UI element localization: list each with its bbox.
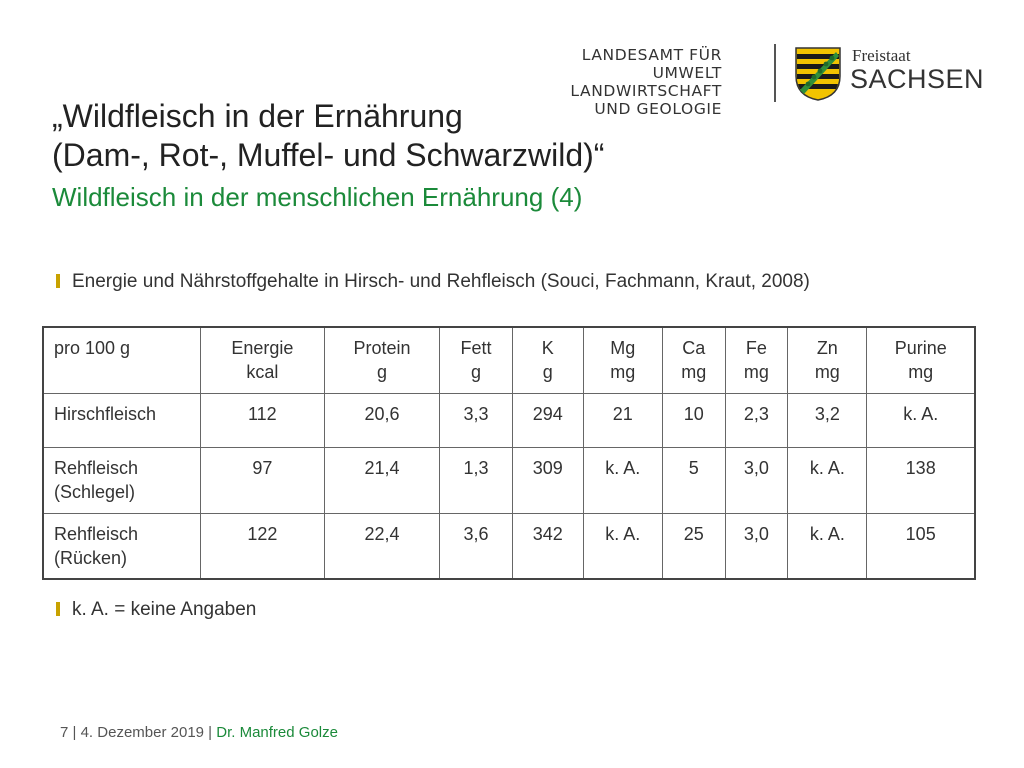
footer-date: 4. Dezember 2019 [80, 724, 204, 741]
bullet-marker-icon [56, 602, 60, 616]
table-cell: 22,4 [324, 513, 439, 579]
column-header [725, 327, 788, 393]
table-cell: 97 [201, 447, 325, 513]
table-cell: k. A. [867, 393, 975, 447]
table-cell: 138 [867, 447, 975, 513]
slide-footer [60, 724, 338, 741]
column-header [867, 327, 975, 393]
row-label-text: Hirschfleisch [54, 403, 157, 424]
table-cell: k. A. [788, 447, 867, 513]
table-cell: 1,3 [440, 447, 513, 513]
row-label-subtext: (Rücken) [54, 547, 128, 568]
column-header [662, 327, 725, 393]
column-header [512, 327, 583, 393]
table-row [43, 513, 975, 579]
table-cell: 309 [512, 447, 583, 513]
bullet-point [56, 598, 256, 622]
footer-separator: | [208, 724, 213, 741]
page-number: 7 [60, 724, 69, 741]
header-unit: mg [908, 362, 934, 382]
agency-line: LANDWIRTSCHAFT [570, 82, 722, 100]
header-line: Ca [682, 338, 706, 358]
table-cell: 3,6 [440, 513, 513, 579]
table-cell: 2,3 [725, 393, 788, 447]
footer-author: Dr. Manfred Golze [216, 724, 338, 741]
table-cell: 105 [867, 513, 975, 579]
state-name: SACHSEN [850, 64, 985, 94]
agency-line: UND GEOLOGIE [594, 100, 722, 118]
table-cell: 3,3 [440, 393, 513, 447]
header-unit: mg [743, 362, 769, 382]
header-unit: g [542, 362, 553, 382]
page-title [52, 97, 952, 175]
table-cell: 20,6 [324, 393, 439, 447]
header-unit: mg [814, 362, 840, 382]
nutrition-table [42, 326, 976, 580]
bullet-text: Energie und Nährstoffgehalte in Hirsch- und Rehfleisch (Souci, Fachmann, Kraut, 2008) [72, 271, 810, 292]
table-cell: 3,0 [725, 447, 788, 513]
table-cell: k. A. [583, 513, 662, 579]
header-line: K [541, 338, 554, 358]
title-line: (Dam-, Rot-, Muffel- und Schwarzwild)“ [52, 137, 605, 173]
bullet-point [56, 270, 810, 294]
table-cell: 21,4 [324, 447, 439, 513]
header-unit: mg [610, 362, 636, 382]
row-label [43, 513, 201, 579]
column-header [201, 327, 325, 393]
row-label [43, 447, 201, 513]
header-line: Fe [745, 338, 767, 358]
table-row [43, 447, 975, 513]
table-cell: k. A. [788, 513, 867, 579]
column-header [324, 327, 439, 393]
table-cell: 3,0 [725, 513, 788, 579]
title-line: „Wildfleisch in der Ernährung [52, 98, 463, 134]
column-header [788, 327, 867, 393]
header-unit: mg [681, 362, 707, 382]
header-unit: kcal [246, 362, 279, 382]
table-cell: 3,2 [788, 393, 867, 447]
saxony-coat-of-arms-icon [794, 46, 842, 102]
header-line: Protein [353, 338, 411, 358]
footer-separator: | [72, 724, 77, 741]
row-label [43, 393, 201, 447]
page-subtitle: Wildfleisch in der menschlichen Ernährung (4) [52, 182, 583, 212]
column-header [43, 327, 201, 393]
header-line: pro 100 g [54, 338, 131, 358]
row-label-text: Rehfleisch [54, 457, 139, 478]
header-line: Purine [894, 338, 947, 358]
column-header [440, 327, 513, 393]
header-line: Fett [460, 338, 492, 358]
table-cell: 5 [662, 447, 725, 513]
header-unit: g [376, 362, 387, 382]
table-cell: 21 [583, 393, 662, 447]
header-unit: g [470, 362, 481, 382]
header-line: Energie [231, 338, 294, 358]
row-label-subtext: (Schlegel) [54, 481, 136, 502]
table-cell: 122 [201, 513, 325, 579]
table-cell: 112 [201, 393, 325, 447]
table-header-row [43, 327, 975, 393]
bullet-marker-icon [56, 274, 60, 288]
agency-line: LANDESAMT FÜR UMWELT [581, 46, 722, 82]
table-cell: k. A. [583, 447, 662, 513]
table-cell: 342 [512, 513, 583, 579]
table-cell: 25 [662, 513, 725, 579]
table-cell: 294 [512, 393, 583, 447]
state-label: Freistaat [852, 46, 911, 65]
header-line: Zn [816, 338, 838, 358]
table-cell: 10 [662, 393, 725, 447]
bullet-text: k. A. = keine Angaben [72, 599, 257, 620]
row-label-text: Rehfleisch [54, 523, 139, 544]
table-row [43, 393, 975, 447]
column-header [583, 327, 662, 393]
logo-divider [774, 44, 776, 102]
header-line: Mg [610, 338, 636, 358]
